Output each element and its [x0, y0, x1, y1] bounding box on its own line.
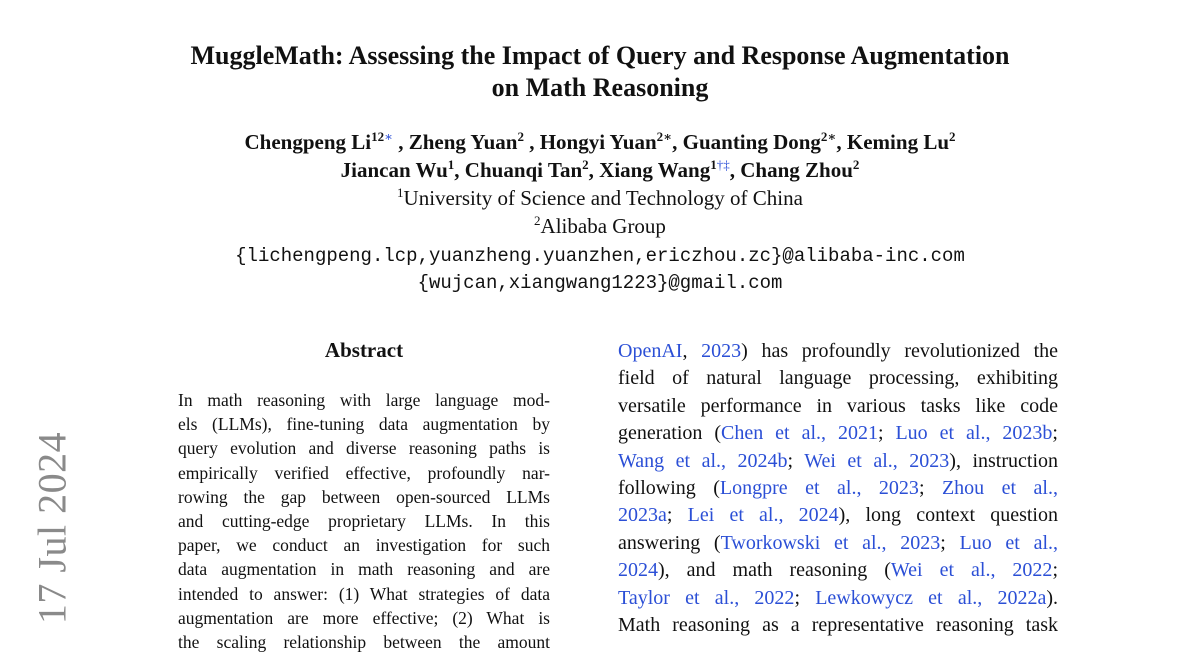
- body-line: answering (Tworkowski et al., 2023; Luo et al.,: [618, 531, 1059, 554]
- affil-name: Alibaba Group: [540, 214, 666, 238]
- affil-sup: 2: [534, 213, 541, 228]
- email-line-2: {wujcan,xiangwang1223}@gmail.com: [417, 272, 783, 294]
- author-affil-sup: 2: [852, 157, 860, 172]
- citation-link[interactable]: Wei et al., 2023: [804, 449, 950, 472]
- author-list: [0, 128, 1200, 184]
- citation-link[interactable]: Longpre et al., 2023: [719, 477, 919, 500]
- abstract-line: paper, we conduct an investigation for such: [178, 535, 550, 556]
- author-affil-sup: 2: [517, 129, 524, 144]
- citation-link[interactable]: Tworkowski et al., 2023: [720, 531, 941, 554]
- abstract-line: and cutting-edge proprietary LLMs. In this: [178, 511, 550, 532]
- body-text: answering (: [618, 531, 721, 554]
- author-affil-sup: 2∗: [656, 129, 673, 144]
- author-line-1: Chengpeng $Li^{12∗}$ , Zheng Yuan$^2$ , Hongyi Yuan$^{2∗}$, Guanting Dong$^{2∗}$, Keming Lu$^2$: [244, 129, 956, 154]
- body-text: generation (: [618, 422, 722, 445]
- affiliation-2: [0, 212, 1200, 240]
- body-text: ) has profoundly revolutionized the: [741, 340, 1058, 362]
- body-line: following (Longpre et al., 2023; Zhou et al.,: [618, 477, 1058, 500]
- body-text: following (: [618, 477, 720, 500]
- author-name: Chuanqi Tan: [464, 158, 583, 182]
- body-text: ), and math reasoning (: [658, 559, 891, 582]
- abstract-heading: Abstract: [324, 338, 404, 362]
- equal-contribution-mark[interactable]: ∗: [384, 129, 393, 144]
- citation-link[interactable]: OpenAI: [618, 340, 683, 362]
- abstract-line: In math reasoning with large language mod-: [178, 390, 550, 410]
- citation-link[interactable]: Lewkowycz et al., 2022a: [815, 586, 1047, 609]
- citation-link[interactable]: Luo et al.,: [959, 531, 1059, 554]
- body-line: 2024), and math reasoning (Wei et al., 2022;: [618, 559, 1058, 582]
- citation-link[interactable]: 2024: [618, 559, 658, 582]
- abstract-line: rowing the gap between open-sourced LLMs: [178, 486, 550, 507]
- author-affil-sup: 2: [582, 157, 589, 172]
- author-name: Keming Lu: [846, 130, 950, 154]
- body-line: versatile performance in various tasks like code: [618, 394, 1058, 417]
- body-line: field of natural language processing, exhibiting: [618, 367, 1058, 390]
- citation-link[interactable]: Wang et al., 2024b: [618, 449, 788, 472]
- author-affil-sup: 1: [710, 157, 717, 172]
- author-affil-sup: 2∗: [820, 129, 837, 144]
- intro-column: [618, 338, 1058, 639]
- title-line-2: on Math Reasoning: [491, 73, 709, 102]
- arxiv-date-stamp: 17 Jul 2024: [29, 431, 75, 625]
- author-name: Xiang Wang: [599, 158, 711, 182]
- body-line: 2023a; Lei et al., 2024), long context question: [618, 504, 1058, 527]
- author-name: Chengpeng Li: [244, 130, 372, 154]
- body-text: ), instruction: [949, 449, 1058, 472]
- author-affil-sup: 12: [371, 129, 385, 144]
- author-affil-sup: 1: [447, 157, 455, 172]
- body-line: Wang et al., 2024b; Wei et al., 2023), instruction: [618, 449, 1058, 472]
- corresponding-author-mark[interactable]: †‡: [716, 157, 730, 172]
- author-name: Zheng Yuan: [408, 130, 518, 154]
- email-line-1: {lichengpeng.lcp,yuanzheng.yuanzhen,ericzhou.zc}@alibaba-inc.com: [235, 245, 965, 267]
- author-name: Hongyi Yuan: [539, 130, 657, 154]
- abstract-line: els (LLMs), fine-tuning data augmentation by: [178, 414, 550, 435]
- author-line-2: Jiancan Wu$^1$, Chuanqi Tan$^2$, Xiang Wang$^{1\dagger\ddagger}$, Chang Zhou$^2$: [340, 157, 860, 182]
- abstract-line: augmentation are more effective; (2) What is: [178, 607, 550, 628]
- citation-link[interactable]: 2023: [701, 340, 742, 362]
- abstract-text: [178, 388, 550, 654]
- body-line: OpenAI, 2023) has profoundly revolutionized the: [618, 340, 1058, 362]
- citation-link[interactable]: Chen et al., 2021: [721, 422, 878, 445]
- citation-link[interactable]: Zhou et al.,: [941, 477, 1058, 500]
- author-name: Guanting Dong: [682, 130, 821, 154]
- abstract-line: empirically verified effective, profoundly nar-: [178, 462, 550, 483]
- body-line: generation (Chen et al., 2021; Luo et al., 2023b;: [618, 422, 1058, 445]
- author-name: Chang Zhou: [740, 158, 853, 182]
- citation-link[interactable]: Lei et al., 2024: [687, 504, 839, 527]
- author-affil-sup: 2: [949, 129, 956, 144]
- body-text: ), long context question: [838, 504, 1058, 527]
- author-name: Jiancan Wu: [340, 158, 448, 182]
- body-line: Math reasoning as a representative reasoning task: [618, 614, 1058, 637]
- abstract-line: the scaling relationship between the amount: [178, 632, 550, 653]
- abstract-line: query evolution and diverse reasoning paths is: [178, 438, 550, 459]
- affiliation-1: [0, 184, 1200, 212]
- affil-name: University of Science and Technology of China: [403, 186, 803, 210]
- abstract-line: data augmentation in math reasoning and are: [178, 559, 550, 580]
- paper-title: [0, 40, 1200, 104]
- citation-link[interactable]: Wei et al., 2022: [890, 559, 1053, 582]
- citation-link[interactable]: Taylor et al., 2022: [618, 586, 795, 609]
- body-line: Taylor et al., 2022; Lewkowycz et al., 2022a).: [618, 586, 1059, 609]
- citation-link[interactable]: Luo et al., 2023b: [895, 422, 1053, 445]
- affil-sup: 1: [397, 185, 404, 200]
- abstract-line: intended to answer: (1) What strategies of data: [178, 583, 550, 604]
- title-line-1: MuggleMath: Assessing the Impact of Query and Response Augmentation: [190, 41, 1010, 70]
- citation-link[interactable]: 2023a: [618, 504, 667, 527]
